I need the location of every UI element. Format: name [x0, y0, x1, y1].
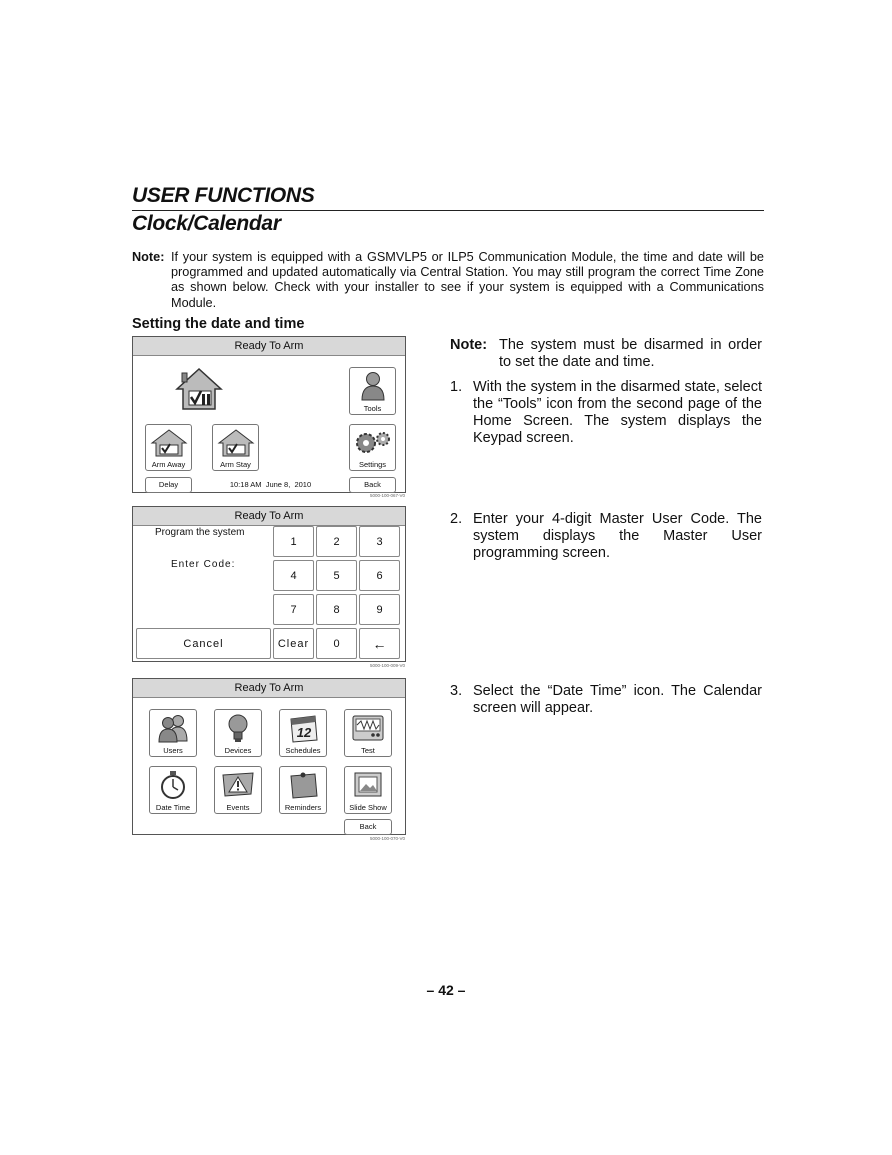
stopwatch-icon	[159, 770, 187, 800]
key-6[interactable]: 6	[359, 560, 400, 591]
step-number: 1.	[450, 379, 463, 395]
program-prompt: Program the system	[155, 527, 245, 538]
slide-show-label: Slide Show	[349, 803, 387, 812]
events-button[interactable]	[214, 766, 262, 814]
screen-title: Ready To Arm	[133, 679, 405, 698]
figure-code: 5000-100-009-V0	[370, 663, 406, 668]
back-button[interactable]	[349, 477, 396, 493]
schedules-button[interactable]	[279, 709, 327, 757]
events-label: Events	[226, 803, 250, 812]
back-label: Back	[359, 822, 377, 831]
key-8[interactable]: 8	[316, 594, 357, 625]
key-9[interactable]: 9	[359, 594, 400, 625]
house-away-icon	[150, 428, 188, 458]
step-text: Select the “Date Time” icon. The Calendar screen will appear.	[473, 683, 762, 716]
delay-button[interactable]	[145, 477, 192, 493]
test-button[interactable]	[344, 709, 392, 757]
back-button[interactable]	[344, 819, 392, 835]
key-3[interactable]: 3	[359, 526, 400, 557]
key-5[interactable]: 5	[316, 560, 357, 591]
gears-icon	[353, 428, 393, 458]
note-label: Note:	[450, 337, 488, 353]
users-label: Users	[163, 746, 183, 755]
house-stay-icon	[217, 428, 255, 458]
picture-frame-icon	[352, 770, 384, 800]
calendar-icon	[287, 713, 319, 743]
step-number: 3.	[450, 683, 463, 699]
key-7[interactable]: 7	[273, 594, 314, 625]
person-icon	[360, 371, 386, 401]
key-4[interactable]: 4	[273, 560, 314, 591]
step-text: With the system in the disarmed state, select the “Tools” icon from the second page of the Home Screen. The system displays the Keypad screen.	[473, 379, 762, 446]
settings-button[interactable]	[349, 424, 396, 471]
page-number: – 42 –	[426, 982, 466, 998]
lightbulb-icon	[226, 713, 250, 743]
key-1[interactable]: 1	[273, 526, 314, 557]
key-0[interactable]: 0	[316, 628, 357, 659]
tools-button[interactable]	[349, 367, 396, 415]
note-label: Note:	[132, 250, 165, 264]
step-text: Enter your 4-digit Master User Code. The system displays the Master User programming screen.	[473, 511, 762, 561]
intro-note	[132, 250, 764, 311]
arm-away-button[interactable]	[145, 424, 192, 471]
date-time-button[interactable]	[149, 766, 197, 814]
users-button[interactable]	[149, 709, 197, 757]
note-text: The system must be disarmed in order to set the date and time.	[499, 337, 762, 370]
subsection-title: Clock/Calendar	[132, 212, 281, 235]
slide-show-button[interactable]	[344, 766, 392, 814]
backspace-button[interactable]: ←	[359, 628, 400, 659]
subheading: Setting the date and time	[132, 316, 305, 332]
users-icon	[156, 713, 190, 743]
arm-stay-button[interactable]	[212, 424, 259, 471]
disarm-note	[450, 337, 762, 371]
devices-label: Devices	[224, 746, 252, 755]
keypad-screen	[132, 506, 406, 662]
test-meter-icon	[351, 713, 385, 743]
figure-code: 5000-100-070-V0	[370, 836, 406, 841]
step-number: 2.	[450, 511, 463, 527]
back-label: Back	[364, 480, 381, 489]
reminders-button[interactable]	[279, 766, 327, 814]
calendar-day-text: 12	[296, 725, 312, 740]
arm-stay-label: Arm Stay	[220, 460, 251, 469]
date-time-label: Date Time	[155, 803, 191, 812]
note-text: If your system is equipped with a GSMVLP5 or ILP5 Communication Module, the time and date will be programmed and updated automatically via Central Station. You may still program the correct Time Zone as shown below. Check with your installer to see if your system is equipped with a Communications Module.	[171, 250, 764, 310]
step-1	[450, 379, 762, 447]
sticky-note-icon	[286, 770, 320, 800]
delay-label: Delay	[158, 480, 179, 489]
section-title: USER FUNCTIONS	[132, 184, 315, 207]
arm-away-label: Arm Away	[151, 460, 186, 469]
key-2[interactable]: 2	[316, 526, 357, 557]
screen-title: Ready To Arm	[133, 337, 405, 356]
cancel-button[interactable]: Cancel	[136, 628, 271, 659]
test-label: Test	[361, 746, 375, 755]
step-2	[450, 511, 762, 562]
enter-code-label: Enter Code:	[171, 559, 236, 570]
clear-button[interactable]: Clear	[273, 628, 314, 659]
devices-button[interactable]	[214, 709, 262, 757]
screen-title: Ready To Arm	[133, 507, 405, 526]
title-rule	[132, 210, 764, 211]
tools-label: Tools	[363, 404, 382, 413]
house-status-icon	[175, 367, 223, 411]
warning-events-icon	[220, 770, 256, 800]
reminders-label: Reminders	[284, 803, 322, 812]
settings-label: Settings	[358, 460, 387, 469]
home-screen	[132, 336, 406, 493]
schedules-label: Schedules	[285, 746, 321, 755]
status-datetime: 10:18 AM June 8, 2010	[229, 480, 312, 489]
figure-code: 5000-100-067-V0	[370, 493, 406, 498]
master-user-screen	[132, 678, 406, 835]
step-3	[450, 683, 762, 717]
